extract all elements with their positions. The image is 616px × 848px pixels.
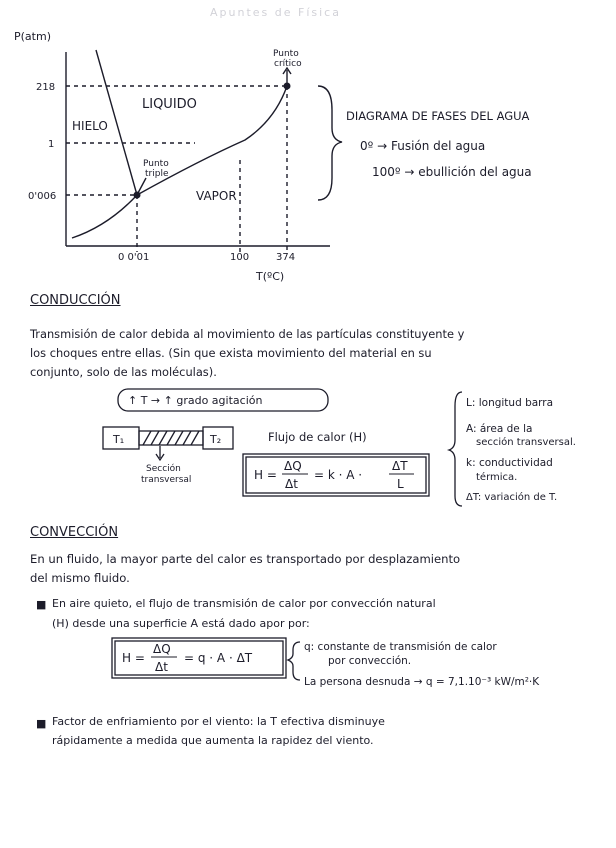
x-axis-label: T(ºC): [256, 270, 285, 283]
caption-brace: [318, 86, 342, 200]
conduccion-line-2: los choques entre ellas. (Sin que exista movimiento del material en su: [30, 346, 432, 360]
critical-label-1: Punto: [273, 49, 299, 59]
q-note-2: por convección.: [328, 655, 412, 667]
x-tick-triple: 0 0'01: [118, 252, 150, 263]
conveccion-line-2: del mismo fluido.: [30, 571, 130, 585]
bullet1-line-2: (H) desde una superficie A está dado apor por:: [52, 617, 310, 630]
legend-line-3: sección transversal.: [476, 437, 576, 448]
triple-label-1: Punto: [143, 159, 169, 169]
q-note-3: La persona desnuda → q = 7,1.10⁻³ kW/m²·K: [304, 676, 540, 688]
y-tick-0006: 0'006: [28, 191, 57, 202]
svg-text:H =: H =: [122, 651, 145, 665]
section-label-2: transversal: [141, 475, 192, 485]
y-axis-label: P(atm): [14, 30, 51, 43]
convection-formula: [122, 642, 253, 674]
legend-brace: [449, 392, 462, 506]
svg-text:= q · A · ΔT: = q · A · ΔT: [184, 651, 253, 665]
svg-text:Δt: Δt: [285, 477, 298, 491]
diagram-note-fusion: 0º → Fusión del agua: [360, 139, 486, 153]
legend-line-6: ΔT: variación de T.: [466, 492, 558, 503]
y-tick-218: 218: [36, 82, 56, 93]
diagram-note-boiling: 100º → ebullición del agua: [372, 165, 532, 179]
y-tick-1: 1: [48, 139, 55, 150]
q-brace: [288, 642, 300, 680]
conduccion-title: CONDUCCIÓN: [30, 293, 121, 308]
svg-text:= k · A ·: = k · A ·: [314, 468, 363, 482]
section-label-1: Sección: [146, 464, 181, 474]
critical-label-2: crítico: [274, 59, 302, 69]
bar-left-label: T₁: [113, 433, 125, 446]
svg-text:H =: H =: [254, 468, 277, 482]
bullet-marker-1: ■: [36, 598, 47, 611]
x-tick-100: 100: [230, 252, 250, 263]
legend-line-1: L: longitud barra: [466, 397, 554, 409]
legend-line-5: térmica.: [476, 472, 518, 483]
svg-text:L: L: [397, 477, 404, 491]
phase-diagram: [0, 0, 616, 300]
svg-text:ΔQ: ΔQ: [153, 642, 171, 656]
critical-point-dot: [284, 83, 291, 90]
sublimation-curve: [72, 195, 137, 238]
conduccion-line-1: Transmisión de calor debida al movimiento de las partículas constituyente y: [30, 327, 465, 341]
diagram-caption: DIAGRAMA DE FASES DEL AGUA: [346, 109, 530, 123]
conveccion-sketch: [0, 630, 616, 710]
flux-label: Flujo de calor (H): [268, 430, 367, 444]
bullet1-line-1: En aire quieto, el flujo de transmisión de calor por convección natural: [52, 597, 436, 610]
q-note-1: q: constante de transmisión de calor: [304, 641, 497, 653]
conduccion-sketch: [0, 380, 616, 520]
section-arrow: [156, 446, 164, 460]
region-solid: HIELO: [72, 119, 108, 133]
svg-text:ΔQ: ΔQ: [284, 459, 302, 473]
bullet-marker-2: ■: [36, 717, 47, 730]
x-tick-374: 374: [276, 252, 296, 263]
bar-hatching: [143, 431, 199, 445]
conveccion-line-1: En un fluido, la mayor parte del calor es transportado por desplazamiento: [30, 552, 461, 566]
conduction-formula: [254, 459, 414, 491]
bullet2-line-2: rápidamente a medida que aumenta la rapidez del viento.: [52, 734, 374, 747]
svg-text:ΔT: ΔT: [392, 459, 408, 473]
conduccion-line-3: conjunto, solo de las moléculas).: [30, 365, 217, 379]
faint-header: Apuntes de Física: [210, 6, 341, 19]
agitacion-label: ↑ T → ↑ grado agitación: [128, 394, 263, 407]
bar-right-label: T₂: [210, 433, 222, 446]
triple-point-dot: [134, 192, 141, 199]
triple-label-2: triple: [145, 169, 169, 179]
region-vapor: VAPOR: [196, 189, 237, 203]
bullet2-line-1: Factor de enfriamiento por el viento: la T efectiva disminuye: [52, 715, 385, 728]
legend-line-2: A: área de la: [466, 423, 533, 435]
svg-text:Δt: Δt: [155, 660, 168, 674]
region-liquid: LIQUIDO: [142, 97, 197, 112]
conveccion-title: CONVECCIÓN: [30, 525, 119, 540]
legend-line-4: k: conductividad: [466, 457, 553, 469]
